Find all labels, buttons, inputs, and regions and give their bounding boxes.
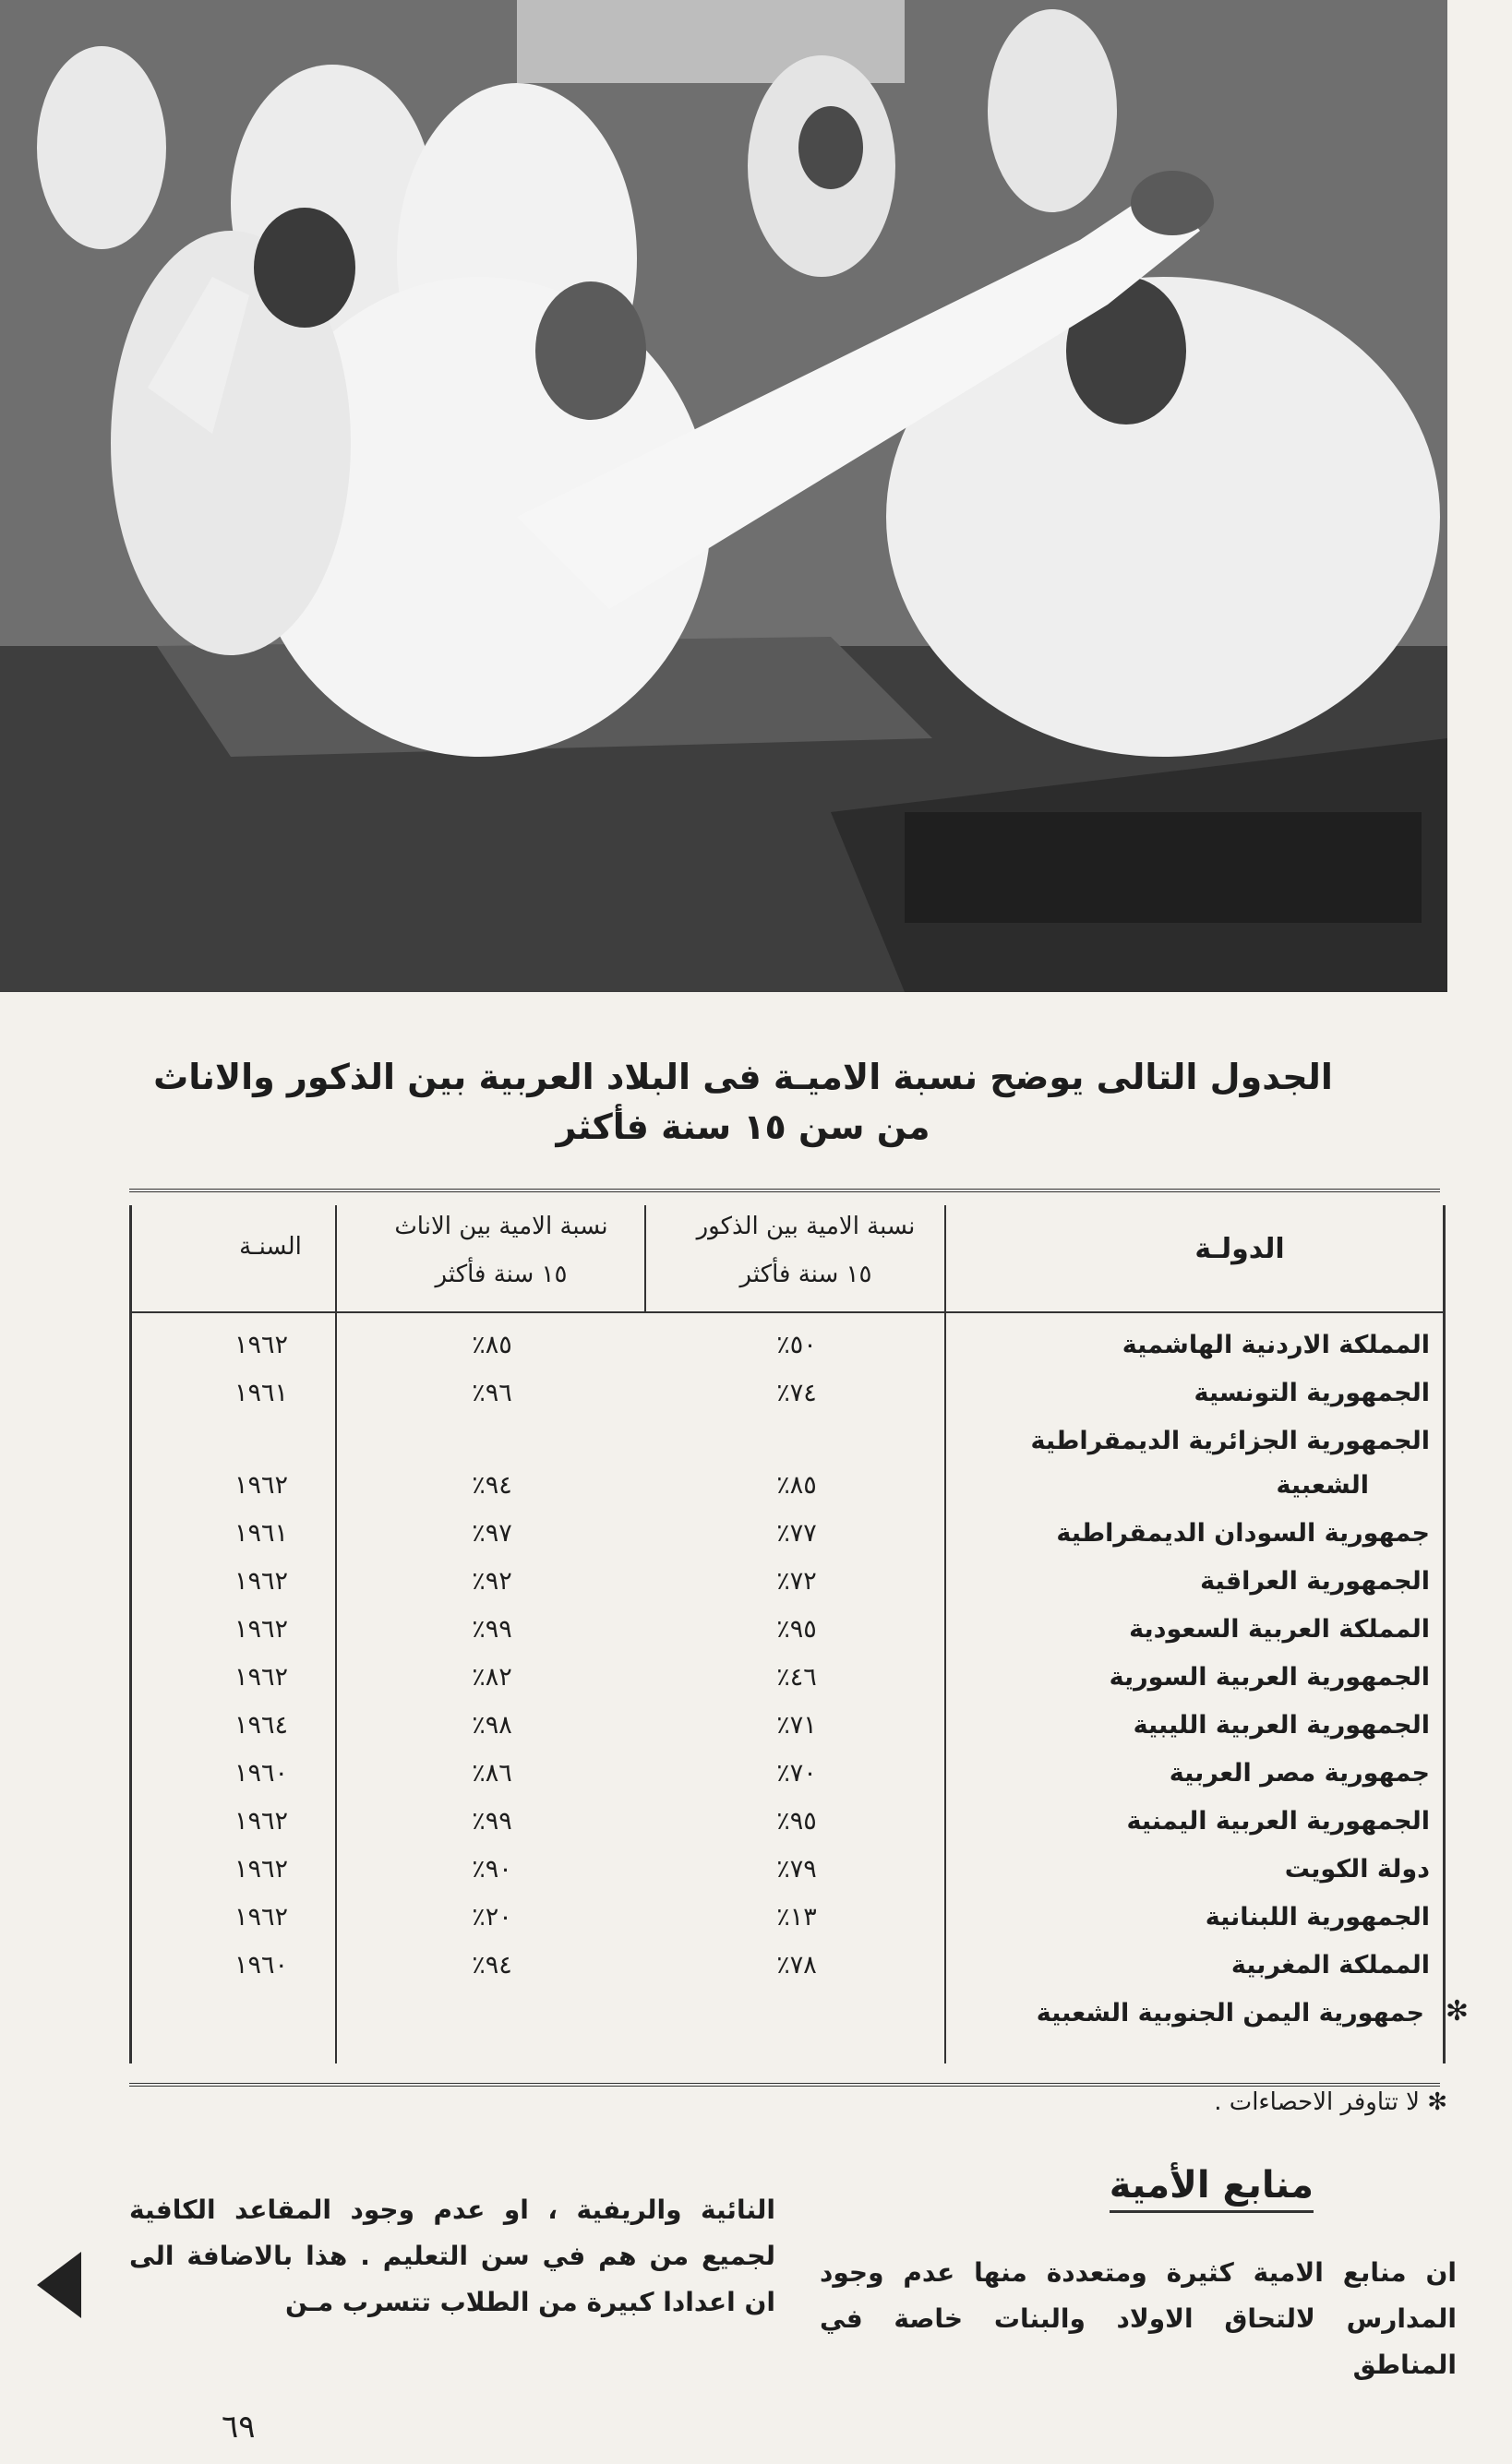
year-cell: ١٩٦٢ bbox=[234, 1471, 288, 1500]
male-rate-cell: ٧٤٪ bbox=[776, 1379, 817, 1407]
header-male-sub: ١٥ سنة فأكثر bbox=[739, 1261, 872, 1288]
female-rate-cell: ٩٩٪ bbox=[472, 1807, 512, 1836]
table-row bbox=[132, 1325, 1443, 1373]
heading-line-2: من سن ١٥ سنة فأكثر bbox=[556, 1106, 930, 1147]
female-rate-cell: ٩٤٪ bbox=[472, 1471, 512, 1500]
country-cell: الجمهورية العربية الليبية bbox=[1133, 1711, 1430, 1740]
male-rate-cell: ٧٩٪ bbox=[776, 1855, 817, 1884]
female-rate-cell: ٩٢٪ bbox=[472, 1567, 512, 1596]
female-rate-cell: ٩٨٪ bbox=[472, 1711, 512, 1740]
female-rate-cell: ٩٠٪ bbox=[472, 1855, 512, 1884]
header-female: نسبة الامية بين الاناث bbox=[394, 1213, 608, 1240]
country-cell: المملكة الاردنية الهاشمية bbox=[1122, 1331, 1430, 1359]
paragraph-right: ان منابع الامية كثيرة ومتعددة منها عدم وجود المدارس لالتحاق الاولاد والبنات خاصة في المناطق bbox=[820, 2257, 1457, 2380]
year-cell: ١٩٦٢ bbox=[234, 1903, 288, 1932]
female-rate-cell: ٩٩٪ bbox=[472, 1615, 512, 1644]
country-cell: المملكة المغربية bbox=[1230, 1951, 1430, 1980]
country-cell-continued: الشعبية bbox=[1276, 1471, 1369, 1500]
female-rate-cell: ٨٦٪ bbox=[472, 1759, 512, 1788]
header-country: الدولـة bbox=[1194, 1233, 1285, 1265]
male-rate-cell: ٥٠٪ bbox=[776, 1331, 817, 1359]
female-rate-cell: ٩٤٪ bbox=[472, 1951, 512, 1980]
table-row bbox=[132, 1609, 1443, 1657]
header-female-sub: ١٥ سنة فأكثر bbox=[435, 1261, 568, 1288]
male-rate-cell: ٧٠٪ bbox=[776, 1759, 817, 1788]
paragraph-left: النائية والريفية ، او عدم وجود المقاعد الكافية لجميع من هم في سن التعليم . هذا بالاضافة الى ان اعدادا كبيرة من الطلاب تتسرب مـن bbox=[129, 2195, 775, 2317]
male-rate-cell: ٧٨٪ bbox=[776, 1951, 817, 1980]
table-row bbox=[132, 1561, 1443, 1609]
country-cell: الجمهورية اللبنانية bbox=[1205, 1903, 1430, 1932]
year-cell: ١٩٦١ bbox=[234, 1519, 288, 1548]
male-rate-cell: ٩٥٪ bbox=[776, 1807, 817, 1836]
divider-female bbox=[644, 1205, 646, 1311]
year-cell: ١٩٦٢ bbox=[234, 1331, 288, 1359]
table-row bbox=[132, 1373, 1443, 1421]
footnote: ✻ لا تتاوفر الاحصاءات . bbox=[1214, 2088, 1447, 2116]
female-rate-cell: ٢٠٪ bbox=[472, 1903, 512, 1932]
illiteracy-table bbox=[129, 1189, 1469, 2087]
year-cell: ١٩٦٢ bbox=[234, 1567, 288, 1596]
year-cell: ١٩٦٢ bbox=[234, 1807, 288, 1836]
country-cell: دولة الكويت bbox=[1284, 1855, 1430, 1884]
female-rate-cell: ٩٧٪ bbox=[472, 1519, 512, 1548]
page-number: ٦٩ bbox=[222, 2409, 256, 2446]
male-rate-cell: ١٣٪ bbox=[776, 1903, 817, 1932]
table-row bbox=[132, 1513, 1443, 1561]
header-year: السنـة bbox=[239, 1233, 302, 1261]
table-row bbox=[132, 1421, 1443, 1513]
asterisk-icon: ✻ bbox=[1445, 1995, 1469, 2027]
country-cell: الجمهورية التونسية bbox=[1194, 1379, 1430, 1407]
table-frame bbox=[129, 1205, 1469, 2063]
country-cell: جمهورية اليمن الجنوبية الشعبية bbox=[1036, 1999, 1424, 2027]
country-cell: الجمهورية الجزائرية الديمقراطية bbox=[1030, 1427, 1430, 1455]
heading-line-1: الجدول التالى يوضح نسبة الاميـة فى البلاد العربية بين الذكور والاناث bbox=[153, 1057, 1333, 1097]
year-cell: ١٩٦٢ bbox=[234, 1615, 288, 1644]
year-cell: ١٩٦٢ bbox=[234, 1663, 288, 1692]
female-rate-cell: ٨٢٪ bbox=[472, 1663, 512, 1692]
male-rate-cell: ٨٥٪ bbox=[776, 1471, 817, 1500]
country-cell: جمهورية السودان الديمقراطية bbox=[1056, 1519, 1430, 1548]
male-rate-cell: ٧١٪ bbox=[776, 1711, 817, 1740]
year-cell: ١٩٦٠ bbox=[234, 1759, 288, 1788]
male-rate-cell: ٩٥٪ bbox=[776, 1615, 817, 1644]
table-row bbox=[132, 1897, 1443, 1945]
male-rate-cell: ٧٢٪ bbox=[776, 1567, 817, 1596]
year-cell: ١٩٦١ bbox=[234, 1379, 288, 1407]
country-cell: المملكة العربية السعودية bbox=[1129, 1615, 1430, 1644]
year-cell: ١٩٦٠ bbox=[234, 1951, 288, 1980]
header-male: نسبة الامية بين الذكور bbox=[696, 1213, 916, 1240]
table-row bbox=[132, 1705, 1443, 1753]
table-row bbox=[132, 1945, 1443, 1993]
table-row bbox=[132, 1753, 1443, 1801]
year-cell: ١٩٦٤ bbox=[234, 1711, 288, 1740]
female-rate-cell: ٩٦٪ bbox=[472, 1379, 512, 1407]
table-heading bbox=[120, 1052, 1366, 1152]
classroom-photo bbox=[0, 0, 1447, 992]
male-rate-cell: ٧٧٪ bbox=[776, 1519, 817, 1548]
male-rate-cell: ٤٦٪ bbox=[776, 1663, 817, 1692]
country-cell: الجمهورية العربية السورية bbox=[1109, 1663, 1430, 1692]
table-row bbox=[132, 1801, 1443, 1849]
table-header bbox=[132, 1205, 1443, 1313]
country-cell: الجمهورية العربية اليمنية bbox=[1126, 1807, 1430, 1836]
table-row bbox=[132, 1849, 1443, 1897]
country-cell: جمهورية مصر العربية bbox=[1169, 1759, 1430, 1788]
section-title: منابع الأمية bbox=[1110, 2164, 1314, 2213]
country-cell: الجمهورية العراقية bbox=[1200, 1567, 1430, 1596]
year-cell: ١٩٦٢ bbox=[234, 1855, 288, 1884]
female-rate-cell: ٨٥٪ bbox=[472, 1331, 512, 1359]
table-row bbox=[132, 1993, 1469, 2041]
table-row bbox=[132, 1657, 1443, 1705]
arrow-left-icon bbox=[37, 2252, 81, 2318]
